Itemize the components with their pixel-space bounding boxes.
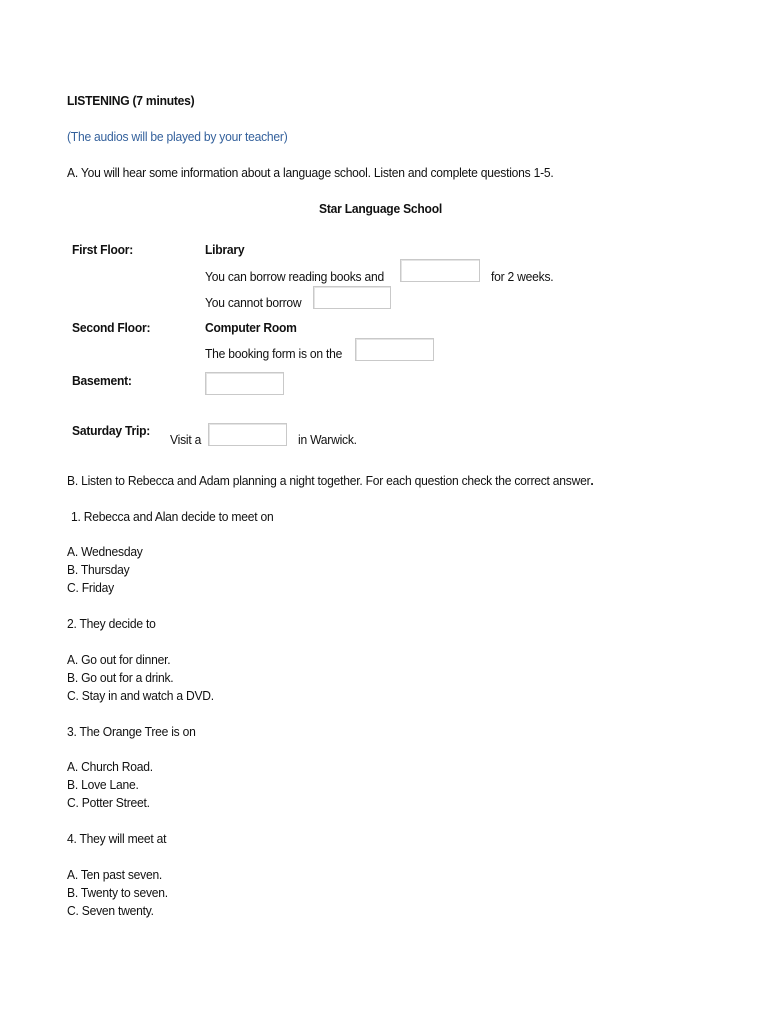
computer-room-heading: Computer Room <box>205 320 297 335</box>
answer-field-2[interactable] <box>313 286 391 309</box>
question-3-option-a[interactable]: A. Church Road. <box>67 759 153 774</box>
cannot-borrow-text: You cannot borrow <box>205 295 302 310</box>
warwick-text: in Warwick. <box>298 432 357 447</box>
question-3-option-c[interactable]: C. Potter Street. <box>67 795 150 810</box>
question-3-prompt: 3. The Orange Tree is on <box>67 724 196 739</box>
question-1-option-a[interactable]: A. Wednesday <box>67 544 143 559</box>
second-floor-label: Second Floor: <box>72 320 151 335</box>
section-heading: LISTENING (7 minutes) <box>67 93 195 108</box>
borrow-duration-text: for 2 weeks. <box>491 269 554 284</box>
question-2-prompt: 2. They decide to <box>67 616 156 631</box>
question-4-option-b[interactable]: B. Twenty to seven. <box>67 885 168 900</box>
saturday-trip-label: Saturday Trip: <box>72 423 151 438</box>
audio-note: (The audios will be played by your teacher) <box>67 129 288 144</box>
basement-label: Basement: <box>72 373 132 388</box>
question-2-option-b[interactable]: B. Go out for a drink. <box>67 670 174 685</box>
question-1-option-b[interactable]: B. Thursday <box>67 562 130 577</box>
visit-text: Visit a <box>170 432 202 447</box>
answer-field-1[interactable] <box>400 259 480 282</box>
school-title: Star Language School <box>319 201 442 216</box>
question-1-option-c[interactable]: C. Friday <box>67 580 114 595</box>
answer-field-3[interactable] <box>355 338 434 361</box>
answer-field-5[interactable] <box>208 423 287 446</box>
answer-field-4[interactable] <box>205 372 284 395</box>
question-2-option-a[interactable]: A. Go out for dinner. <box>67 652 171 667</box>
section-b-instruction-text: B. Listen to Rebecca and Adam planning a night together. For each question check the correct answer <box>67 473 591 488</box>
first-floor-label: First Floor: <box>72 242 134 257</box>
question-4-prompt: 4. They will meet at <box>67 831 167 846</box>
question-4-option-a[interactable]: A. Ten past seven. <box>67 867 163 882</box>
section-b-instruction <box>67 473 594 488</box>
section-b-instruction-end: . <box>590 473 594 488</box>
question-4-option-c[interactable]: C. Seven twenty. <box>67 903 154 918</box>
question-2-option-c[interactable]: C. Stay in and watch a DVD. <box>67 688 214 703</box>
library-heading: Library <box>205 242 245 257</box>
booking-form-text: The booking form is on the <box>205 346 343 361</box>
question-3-option-b[interactable]: B. Love Lane. <box>67 777 139 792</box>
section-a-instruction: A. You will hear some information about a language school. Listen and complete questions 1-5. <box>67 165 554 180</box>
borrow-text: You can borrow reading books and <box>205 269 384 284</box>
question-1-prompt: 1. Rebecca and Alan decide to meet on <box>71 509 274 524</box>
